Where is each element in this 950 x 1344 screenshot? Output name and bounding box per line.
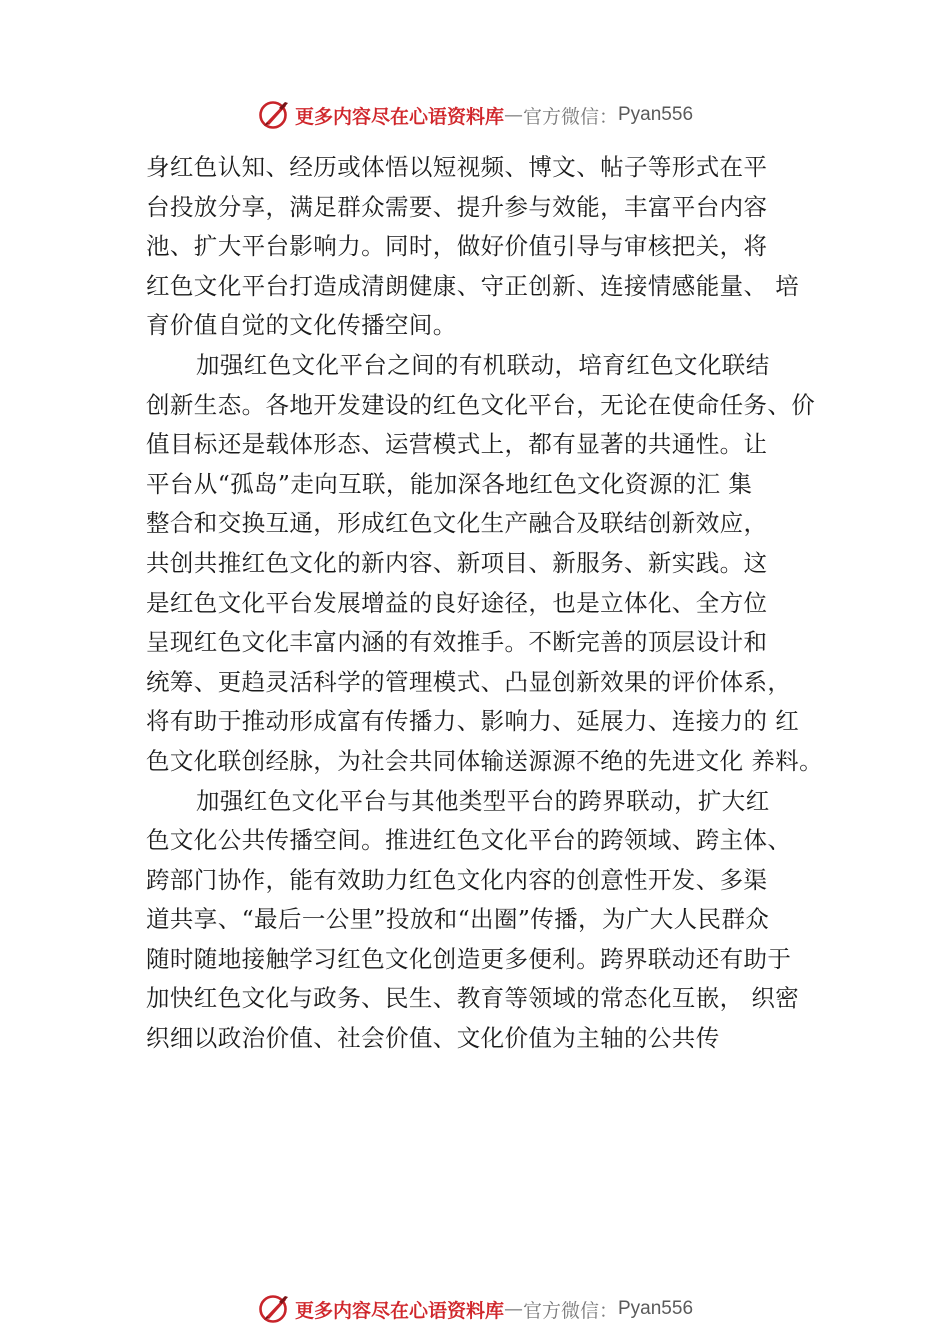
text-line: 整合和交换互通，形成红色文化生产融合及联结创新效应， xyxy=(146,509,768,538)
page-header-banner xyxy=(0,95,950,135)
text-line: 共创共推红色文化的新内容、新项目、新服务、新实践。这 xyxy=(146,548,768,577)
text-line: 随时随地接触学习红色文化创造更多便利。跨界联动还有助于 xyxy=(146,944,792,973)
text-line: 值目标还是载体形态、运营模式上，都有显著的共通性。让 xyxy=(146,430,768,459)
text-line: 平台从“孤岛”走向互联，能加深各地红色文化资源的汇 集 xyxy=(146,469,753,498)
text-line: 色文化联创经脉，为社会共同体输送源源不绝的先进文化 养料。 xyxy=(146,746,824,775)
text-line: 池、扩大平台影响力。同时，做好价值引导与审核把关，将 xyxy=(146,232,768,261)
header-wechat-account: Pyan556 xyxy=(618,104,694,125)
text-line: 台投放分享，满足群众需要、提升参与效能，丰富平台内容 xyxy=(146,192,768,221)
header-dash: — xyxy=(503,104,523,126)
header-wechat-label: 官方微信： xyxy=(522,105,618,128)
header-site-name: 更多内容尽在心语资料库 xyxy=(294,105,504,128)
paragraph-first-line: 加强红色文化平台与其他类型平台的跨界联动，扩大红 xyxy=(196,786,770,815)
text-line: 道共享、“最后一公里”投放和“出圈”传播，为广大人民群众 xyxy=(146,905,770,934)
document-body xyxy=(146,148,846,1059)
text-line: 色文化公共传播空间。推进红色文化平台的跨领域、跨主体、 xyxy=(146,826,792,855)
text-line: 织细以政治价值、社会价值、文化价值为主轴的公共传 xyxy=(146,1024,720,1053)
text-line: 呈现红色文化丰富内涵的有效推手。不断完善的顶层设计和 xyxy=(146,628,768,657)
text-line: 是红色文化平台发展增益的良好途径，也是立体化、全方位 xyxy=(146,588,768,617)
quill-pen-logo-icon xyxy=(257,1292,291,1326)
text-line: 身红色认知、经历或体悟以短视频、博文、帖子等形式在平 xyxy=(146,153,768,181)
quill-pen-logo-icon xyxy=(257,98,291,132)
text-line: 统筹、更趋灵活科学的管理模式、凸显创新效果的评价体系， xyxy=(146,667,792,696)
footer-wechat-label: 官方微信： xyxy=(522,1299,618,1322)
footer-dash: — xyxy=(503,1298,523,1320)
text-line: 育价值自觉的文化传播空间。 xyxy=(146,311,457,340)
footer-site-name: 更多内容尽在心语资料库 xyxy=(294,1299,504,1322)
page-footer-banner xyxy=(0,1289,950,1329)
footer-wechat-account: Pyan556 xyxy=(618,1298,694,1319)
text-line: 红色文化平台打造成清朗健康、守正创新、连接情感能量、 培 xyxy=(146,271,800,300)
text-line: 跨部门协作，能有效助力红色文化内容的创意性开发、多渠 xyxy=(146,865,768,894)
text-line: 将有助于推动形成富有传播力、影响力、延展力、连接力的 红 xyxy=(146,707,800,736)
text-line: 创新生态。各地开发建设的红色文化平台，无论在使命任务、价 xyxy=(146,390,816,419)
paragraph-first-line: 加强红色文化平台之间的有机联动，培育红色文化联结 xyxy=(196,350,770,379)
text-line: 加快红色文化与政务、民生、教育等领域的常态化互嵌， 织密 xyxy=(146,984,800,1013)
